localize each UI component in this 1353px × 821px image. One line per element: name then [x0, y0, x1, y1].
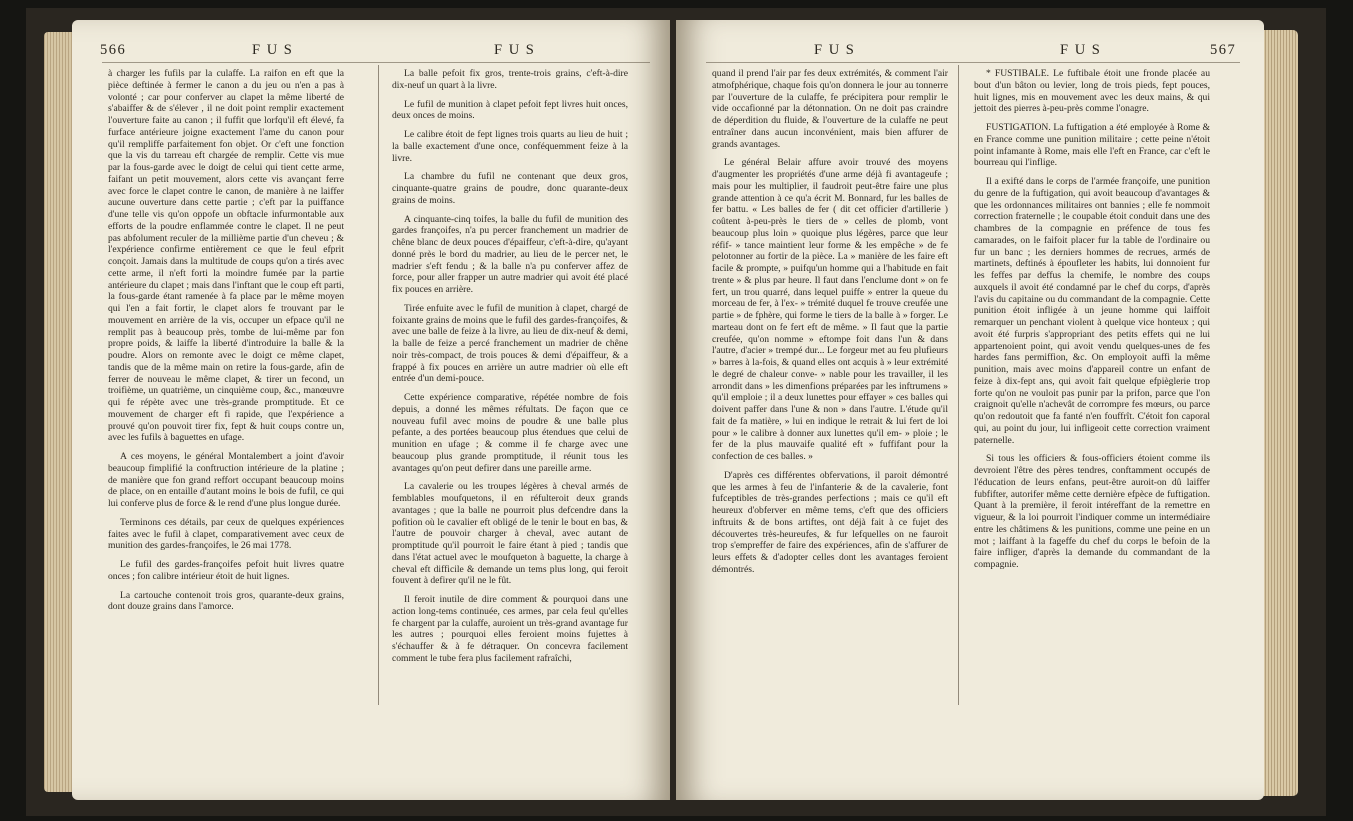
paragraph: * FUSTIBALE. Le fuftibale étoit une fronde placée au bout d'un bâton ou levier, long de trois pieds, fept pouces, huit lignes, mis en mouvement avec les deux mains, & qui jettoit des pierres à-peu-près comme l'onagre.: [974, 68, 1210, 115]
paragraph: FUSTIGATION. La fuftigation a été employée à Rome & en France comme une punition militaire ; cette peine n'étoit point infamante à Rome, mais elle l'eft en France, car c'eft le bourreau qui l'inflige.: [974, 122, 1210, 169]
paragraph: Il feroit inutile de dire comment & pourquoi dans une action long-tems continuée, ces armes, par cela feul qu'elles fe chargent par la culaffe, auroient un très-grand avantage fur les autres ; pourquoi elles feroient moins fujettes à s'échauffer & à fe détraquer. On concevra facilement comment le tube fera plus facilement rafraîchi,: [392, 594, 628, 664]
running-header-right: F U S: [494, 42, 536, 58]
paragraph: Il a exifté dans le corps de l'armée françoife, une punition du genre de la fuftigation, qui avoit beaucoup d'avantages & que les ordonnances militaires ont bannies ; elle fe nommoit correction fraternelle ; le coupable étoit conduit dans une des chambres de la compagnie en préfence de tous fes camarades, on le faifoit placer fur la table de l'ordinaire ou fur un banc ; les derniers hommes de recrues, armés de martinets, deftinés à époufleter les habits, lui donnoient fur les feffes par deffus la chemife, le nombre des coups auxquels il avoit été condamné par le chef du corps, d'après l'avis du capitaine ou du commandant de la compagnie. Cette punition étoit infligée à un jeune homme qui laiffoit remarquer un penchant violent à quelque vice honteux ; qui avoit été furpris s'appropriant des petits effets qui ne lui appartenoient point, qui avoit vendu quelques-unes de fes hardes fans permiffion, &c. On employoit auffi la même punition, mais avec moins d'appareil contre un enfant de feize à dix-fept ans, qui avoit fait quelque efpièglerie trop forte qu'on ne vouloit pas punir par la prifon, parce que l'on craignoit qu'elle n'achevât de corrompre fes mœurs, ou parce qu'on redoutoit que fa fanté n'en fouffrît. C'étoit fon caporal qui, au point du jour, lui infligeoit cette correction vraiment paternelle.: [974, 176, 1210, 446]
left-column-1: [108, 68, 344, 620]
paragraph: Si tous les officiers & fous-officiers étoient comme ils devroient l'être des pères tendres, conftamment occupés de l'éducation de leurs enfans, peut-être auroit-on dû laiffer fubfifter, autorifer même cette dernière efpèce de fuftigation. Quant à la première, il feroit intéreffant de la remettre en vigueur, & la loi pourroit l'indiquer comme un intermédiaire entre les châtimens & les punitions, comme une peine en un mot ; laiffant à la fageffe du chef du corps le befoin de la faire infliger, d'après la demande du commandant de la compagnie.: [974, 453, 1210, 570]
paragraph: Tirée enfuite avec le fufil de munition à clapet, chargé de foixante grains de moins que le fufil des gardes-françoifes, & avec une balle de feize à la livre, au lieu de dix-neuf & demi, la balle de feize a percé franchement un madrier de chêne noir très-compact, de trois pouces & demi d'épaiffeur, & a frappé à fix pouces en arrière un autre madrier où elle eft entrée d'un demi-pouce.: [392, 302, 628, 385]
paragraph: A ces moyens, le général Montalembert a joint d'avoir beaucoup fimplifié la conftruction intérieure de la platine ; de manière que fon grand reffort occupant beaucoup moins de place, on en entaille d'autant moins le bois de fufil, ce qui lui conferve plus de force & le rend d'une plus longue durée.: [108, 451, 344, 509]
page-number: 566: [100, 42, 127, 58]
left-page: [72, 20, 670, 800]
paragraph: Cette expérience comparative, répétée nombre de fois depuis, a donné les mêmes réfultats. De façon que ce nouveau fufil avec moins de poudre & une balle plus pefante, a des portées beaucoup plus étendues que celui de munition en ufage ; & comme il fe charge avec une beaucoup plus grande promptitude, il réunit tous les avantages qu'on peut defirer dans une pareille arme.: [392, 392, 628, 474]
right-column-2: [974, 68, 1210, 578]
running-header-left: F U S: [252, 42, 294, 58]
paragraph: La balle pefoit fix gros, trente-trois grains, c'eft-à-dire dix-neuf un quart à la livre.: [392, 68, 628, 91]
header-rule: [706, 62, 1240, 63]
paragraph: D'après ces différentes obfervations, il paroit démontré que les armes à feu de l'infanterie & de la cavalerie, font fufceptibles de très-grandes perfections ; mais ce qu'il eft heureux d'obferver en même tems, c'eft que des officiers inftruits & de bons artiftes, ont déjà fait à ce fujet des découvertes très-heureufes, & fur lefquelles on ne fauroit trop s'empreffer de faire des expériences, afin de s'affurer de leurs effets & d'adopter celles dont les avantages feroient démontrés.: [712, 469, 948, 575]
paragraph: Le calibre étoit de fept lignes trois quarts au lieu de huit ; la balle exactement d'une once, conféquemment feize à la livre.: [392, 129, 628, 164]
paragraph: La cartouche contenoit trois gros, quarante-deux grains, dont douze grains dans l'amorce.: [108, 589, 344, 613]
page-edges-right: [1262, 30, 1298, 796]
paragraph: La cavalerie ou les troupes légères à cheval armés de femblables moufquetons, il en réfulteroit deux grands avantages ; que la balle ne pourroit plus defcendre dans la pofition où le cavalier eft obligé de le tenir le bout en bas, & l'autre de pouvoir charger à cheval, avec autant de promptitude qu'il pourroit le faire étant à pied ; tandis que dans l'état actuel avec le moufqueton à baguette, la charge à cheval eft difficile & demande un tems plus long, qui feroit fouvent à defirer qu'il ne le fût.: [392, 481, 628, 587]
page-edges-left: [44, 32, 74, 792]
paragraph: Le fufil de munition à clapet pefoit fept livres huit onces, deux onces de moins.: [392, 98, 628, 122]
page-number: 567: [1210, 42, 1237, 58]
running-header-right: F U S: [1060, 42, 1102, 58]
running-header-left: F U S: [814, 42, 856, 58]
column-divider: [958, 65, 959, 705]
paragraph: quand il prend l'air par fes deux extrémités, & comment l'air atmofphérique, chaque fois qu'on donnera le jour au tonnerre par l'ouverture de la culaffe, fe précipitera pour remplir le vide occafionné par la détonnation. On ne doit pas craindre de déperdition du fluide, & l'ouverture de la culaffe ne peut entraîner dans aucun inconvénient, mais bien affurer de grands avantages.: [712, 68, 948, 150]
right-column-1: [712, 68, 948, 583]
paragraph: Terminons ces détails, par ceux de quelques expériences faites avec le fufil à clapet, comparativement avec ceux de munition des gardes-françoifes, le 26 mai 1778.: [108, 516, 344, 552]
left-column-2: [392, 68, 628, 672]
column-divider: [378, 65, 379, 705]
header-rule: [102, 62, 650, 63]
paragraph: à charger les fufils par la culaffe. La raifon en eft que la pièce deftinée à fermer le canon a du jeu ou n'en a pas à volonté ; car pour conferver au clapet la même liberté de s'abaiffer & de s'élever , il ne doit point remplir exactement l'ouverture faite au canon ; il fuffit que lorfqu'il eft élevé, fa furface antérieure joigne exactement l'ame du canon pour qu'il rempliffe parfaitement fon objet. Or c'eft une fonction que la vis du tarreau eft chargée de remplir. Cette vis mue par la fous-garde avec le doigt de celui qui tient cette arme, faifant un petit mouvement, alors cette vis avançant ferre avec force le clapet contre le canon, de manière à ne laiffer aucune ouverture dans cette partie ; c'eft par la puiffance d'une telle vis qu'on oppofe un obftacle infurmontable aux efforts de la poudre enflammée contre le clapet. Il ne peut pas abfolument reculer de la millième partie d'un cheveu ; & l'expérience confirme entièrement ce que le feul efprit conçoit. Jamais dans la multitude de coups qu'on a tirés avec cette arme, il n'eft forti la moindre fumée par la partie antérieure du clapet ; mais dans l'inftant que le coup eft parti, la fous-garde étant ramenée à fa place par le même moyen qui l'en a fait fortir, le clapet alors fe trouvant par le mouvement en arrière de la vis, occuper un efpace qu'il ne remplit pas à beaucoup près, tombe de lui-même par fon propre poids, & laiffe la liberté d'introduire la balle & la poudre. Alors on remonte avec le doigt ce même clapet, tandis que de la même main on retire la fous-garde, afin de ferrer de nouveau le même clapet, & tirer un fecond, un troifième, un quatrième, un cinquième coup, &c., manœuvre qui fe répète avec une très-grande promptitude. Et ce mouvement de charger eft fi rapide, que l'expérience a prouvé qu'on pouvoit tirer fix, fept & huit coups contre un, avec les fufils à baguettes en ufage.: [108, 68, 344, 444]
right-page: [676, 20, 1264, 800]
paragraph: A cinquante-cinq toifes, la balle du fufil de munition des gardes françoifes, n'a pu percer franchement un madrier de chêne blanc de deux pouces d'épaiffeur, c'eft-à-dire, qu'ayant donné près le bord du madrier, au lieu de le percer net, le madrier s'eft fendu ; & la balle n'a pu conferver affez de force, pour aller frapper un autre madrier qui avoit été placé fix pouces en arrière.: [392, 213, 628, 295]
paragraph: La chambre du fufil ne contenant que deux gros, cinquante-quatre grains de poudre, donc quarante-deux grains de moins.: [392, 171, 628, 206]
paragraph: Le fufil des gardes-françoifes pefoit huit livres quatre onces ; fon calibre intérieur étoit de huit lignes.: [108, 559, 344, 582]
paragraph: Le général Belair affure avoir trouvé des moyens d'augmenter les propriétés d'une arme déjà fi avantageufe ; mais pour les multiplier, il faudroit peut-être faire une plus grande attention à ce qu'a écrit M. Bonnard, fur les balles de fer battu. « Les balles de fer ( dit cet officier d'artillerie ) coûtent à-peu-près le tiers de » celles de plomb, vont beaucoup plus loin » quoique plus légères, parce que leur réfif- » tance maintient leur forme & les empêche » de fe pelotonner au fortir de la pièce. La » manière de les faire eft facile & prompte, » puifqu'un homme qui a l'habitude en fait trente » & plus par heure. Il faut dans l'enclume dont » on fe fert, un trou quarré, dans lequel puiffe » entrer la queue du morceau de fer, à l'ex- » trémité duquel fe trouve creufée une partie » de fphère, qui forme le tiers de la balle à » forger. Le marteau dont on fe fert eft de même. » Il faut que la partie creufée, qu'on nomme » eftompe foit dans l'un & dans l'autre, d'acier » trempé dur... Le forgeur met au feu plufieurs » barres à la-fois, & quand elles ont acquis à » leur extrémité le degré de chaleur conve- » nable pour les travailler, il les arrondit dans » les dimenfions préparées par les inftrumens » qu'il emploie ; il a deux lunettes pour effayer » ces balles qui doivent paffer dans l'une & non » dans l'autre. L'étude qu'il fait de fa matière, » lui en indique le retrait & lui fert de loi pour » le calibre à donner aux lunettes qu'il em- » ploie ; le fer de la plus mauvaife qualité eft » fuffifant pour la confection de ces balles. »: [712, 157, 948, 462]
